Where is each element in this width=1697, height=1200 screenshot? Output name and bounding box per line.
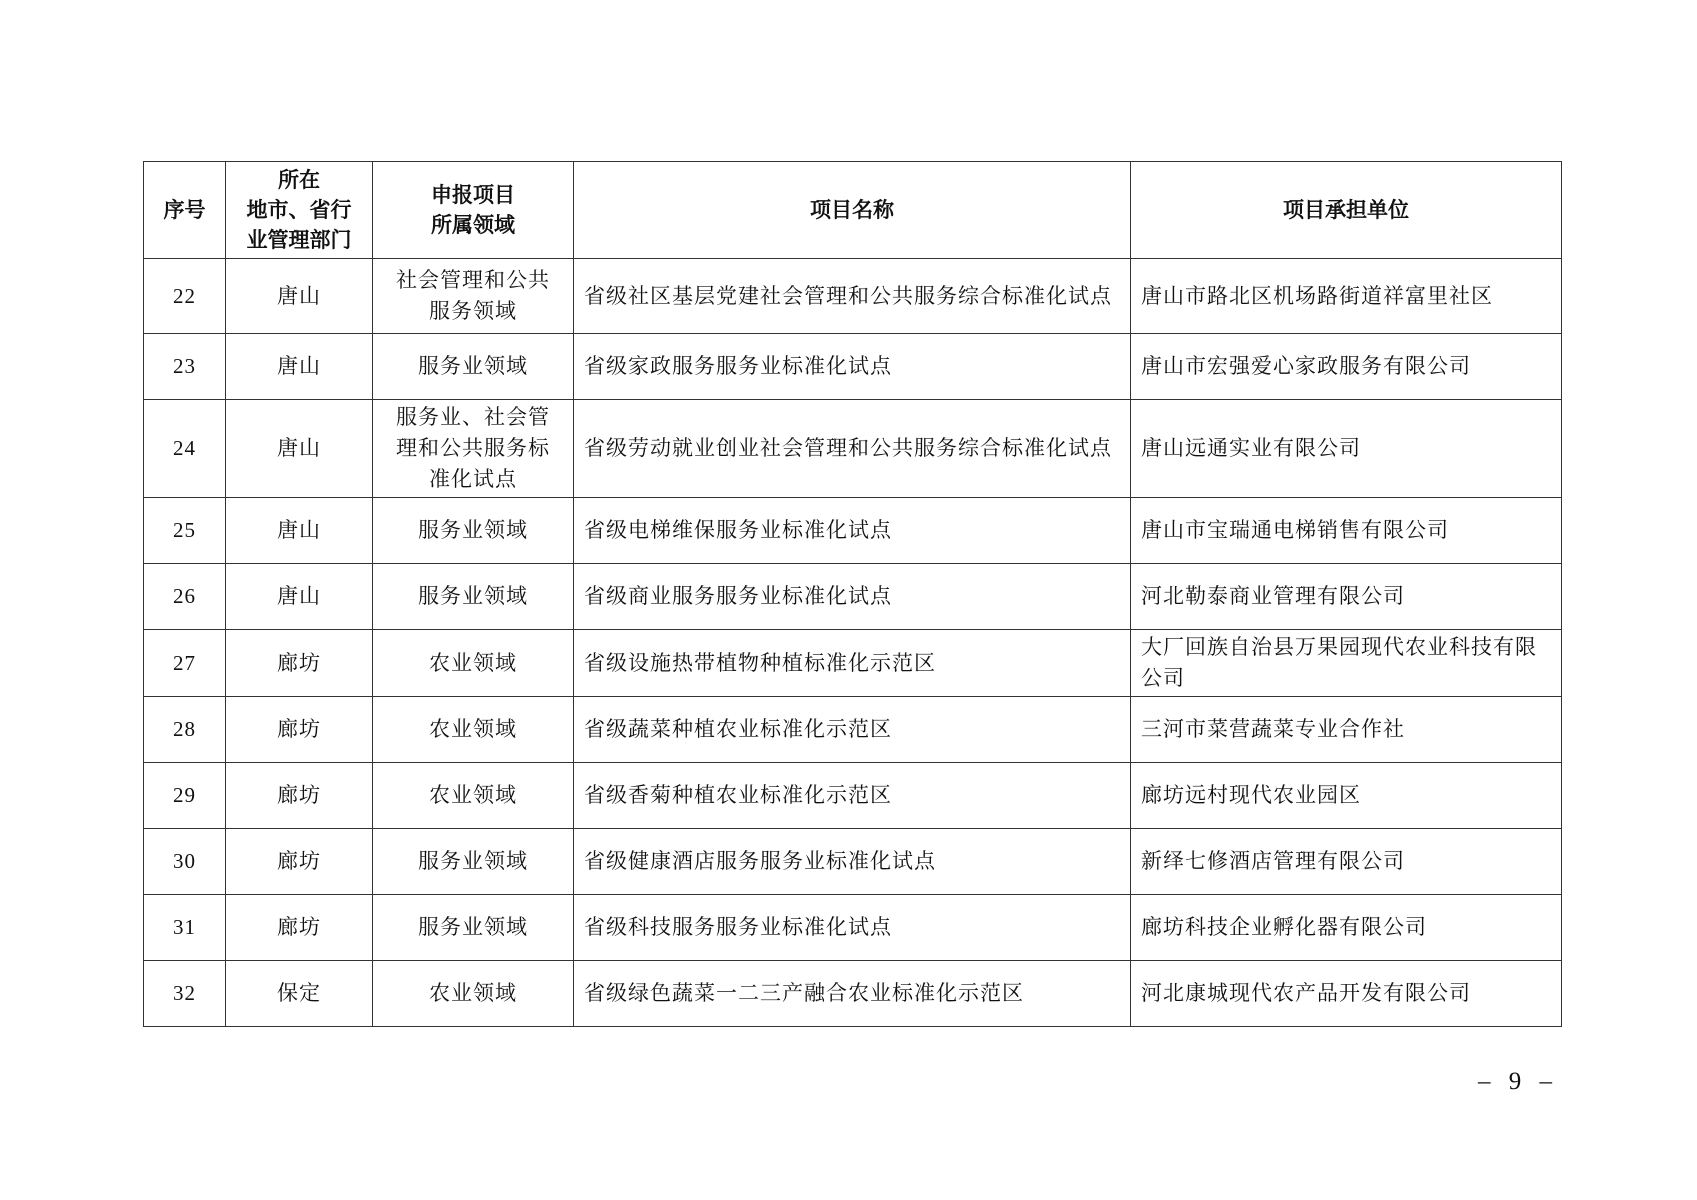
row-project-name: 省级劳动就业创业社会管理和公共服务综合标准化试点 xyxy=(574,400,1131,498)
row-seq: 23 xyxy=(144,334,226,400)
table-row xyxy=(144,763,1562,829)
row-undertaking-unit: 廊坊远村现代农业园区 xyxy=(1131,763,1562,829)
table-row xyxy=(144,564,1562,630)
row-region: 唐山 xyxy=(226,564,373,630)
row-project-name: 省级绿色蔬菜一二三产融合农业标准化示范区 xyxy=(574,961,1131,1027)
row-field: 服务业领域 xyxy=(373,564,574,630)
table-row xyxy=(144,829,1562,895)
row-undertaking-unit: 唐山市宝瑞通电梯销售有限公司 xyxy=(1131,498,1562,564)
page-number: – 9 – xyxy=(1478,1068,1558,1095)
row-project-name: 省级健康酒店服务服务业标准化试点 xyxy=(574,829,1131,895)
row-seq: 27 xyxy=(144,630,226,697)
row-project-name: 省级蔬菜种植农业标准化示范区 xyxy=(574,697,1131,763)
row-undertaking-unit: 三河市菜营蔬菜专业合作社 xyxy=(1131,697,1562,763)
row-project-name: 省级电梯维保服务业标准化试点 xyxy=(574,498,1131,564)
row-seq: 24 xyxy=(144,400,226,498)
row-undertaking-unit: 唐山市宏强爱心家政服务有限公司 xyxy=(1131,334,1562,400)
header-seq: 序号 xyxy=(144,162,226,259)
row-seq: 30 xyxy=(144,829,226,895)
row-region: 保定 xyxy=(226,961,373,1027)
row-undertaking-unit: 唐山市路北区机场路街道祥富里社区 xyxy=(1131,259,1562,334)
row-project-name: 省级香菊种植农业标准化示范区 xyxy=(574,763,1131,829)
row-project-name: 省级设施热带植物种植标准化示范区 xyxy=(574,630,1131,697)
row-undertaking-unit: 廊坊科技企业孵化器有限公司 xyxy=(1131,895,1562,961)
row-seq: 25 xyxy=(144,498,226,564)
header-region: 所在 地市、省行 业管理部门 xyxy=(226,162,373,259)
row-field: 服务业领域 xyxy=(373,498,574,564)
row-undertaking-unit: 河北勒泰商业管理有限公司 xyxy=(1131,564,1562,630)
header-undertaking-unit: 项目承担单位 xyxy=(1131,162,1562,259)
row-field: 服务业领域 xyxy=(373,829,574,895)
row-field: 农业领域 xyxy=(373,630,574,697)
row-seq: 32 xyxy=(144,961,226,1027)
row-field: 服务业领域 xyxy=(373,334,574,400)
row-seq: 28 xyxy=(144,697,226,763)
row-seq: 26 xyxy=(144,564,226,630)
row-seq: 31 xyxy=(144,895,226,961)
row-project-name: 省级科技服务服务业标准化试点 xyxy=(574,895,1131,961)
row-region: 唐山 xyxy=(226,259,373,334)
project-list-table xyxy=(143,161,1562,1027)
row-field: 社会管理和公共 服务领域 xyxy=(373,259,574,334)
table-row xyxy=(144,259,1562,334)
row-region: 唐山 xyxy=(226,400,373,498)
row-project-name: 省级商业服务服务业标准化试点 xyxy=(574,564,1131,630)
row-field: 农业领域 xyxy=(373,697,574,763)
row-field: 服务业领域 xyxy=(373,895,574,961)
row-region: 唐山 xyxy=(226,334,373,400)
row-region: 廊坊 xyxy=(226,829,373,895)
table-row xyxy=(144,400,1562,498)
row-region: 唐山 xyxy=(226,498,373,564)
row-field: 服务业、社会管 理和公共服务标 准化试点 xyxy=(373,400,574,498)
row-region: 廊坊 xyxy=(226,763,373,829)
row-undertaking-unit: 大厂回族自治县万果园现代农业科技有限公司 xyxy=(1131,630,1562,697)
table-row xyxy=(144,498,1562,564)
row-seq: 22 xyxy=(144,259,226,334)
table-row xyxy=(144,334,1562,400)
row-region: 廊坊 xyxy=(226,895,373,961)
row-project-name: 省级家政服务服务业标准化试点 xyxy=(574,334,1131,400)
row-field: 农业领域 xyxy=(373,961,574,1027)
header-field: 申报项目 所属领域 xyxy=(373,162,574,259)
row-undertaking-unit: 新绎七修酒店管理有限公司 xyxy=(1131,829,1562,895)
row-seq: 29 xyxy=(144,763,226,829)
table-row xyxy=(144,961,1562,1027)
table-row xyxy=(144,697,1562,763)
table-header-row xyxy=(144,162,1562,259)
row-field: 农业领域 xyxy=(373,763,574,829)
table-row xyxy=(144,630,1562,697)
table-row xyxy=(144,895,1562,961)
row-region: 廊坊 xyxy=(226,697,373,763)
row-undertaking-unit: 河北康城现代农产品开发有限公司 xyxy=(1131,961,1562,1027)
header-project-name: 项目名称 xyxy=(574,162,1131,259)
row-project-name: 省级社区基层党建社会管理和公共服务综合标准化试点 xyxy=(574,259,1131,334)
row-region: 廊坊 xyxy=(226,630,373,697)
row-undertaking-unit: 唐山远通实业有限公司 xyxy=(1131,400,1562,498)
